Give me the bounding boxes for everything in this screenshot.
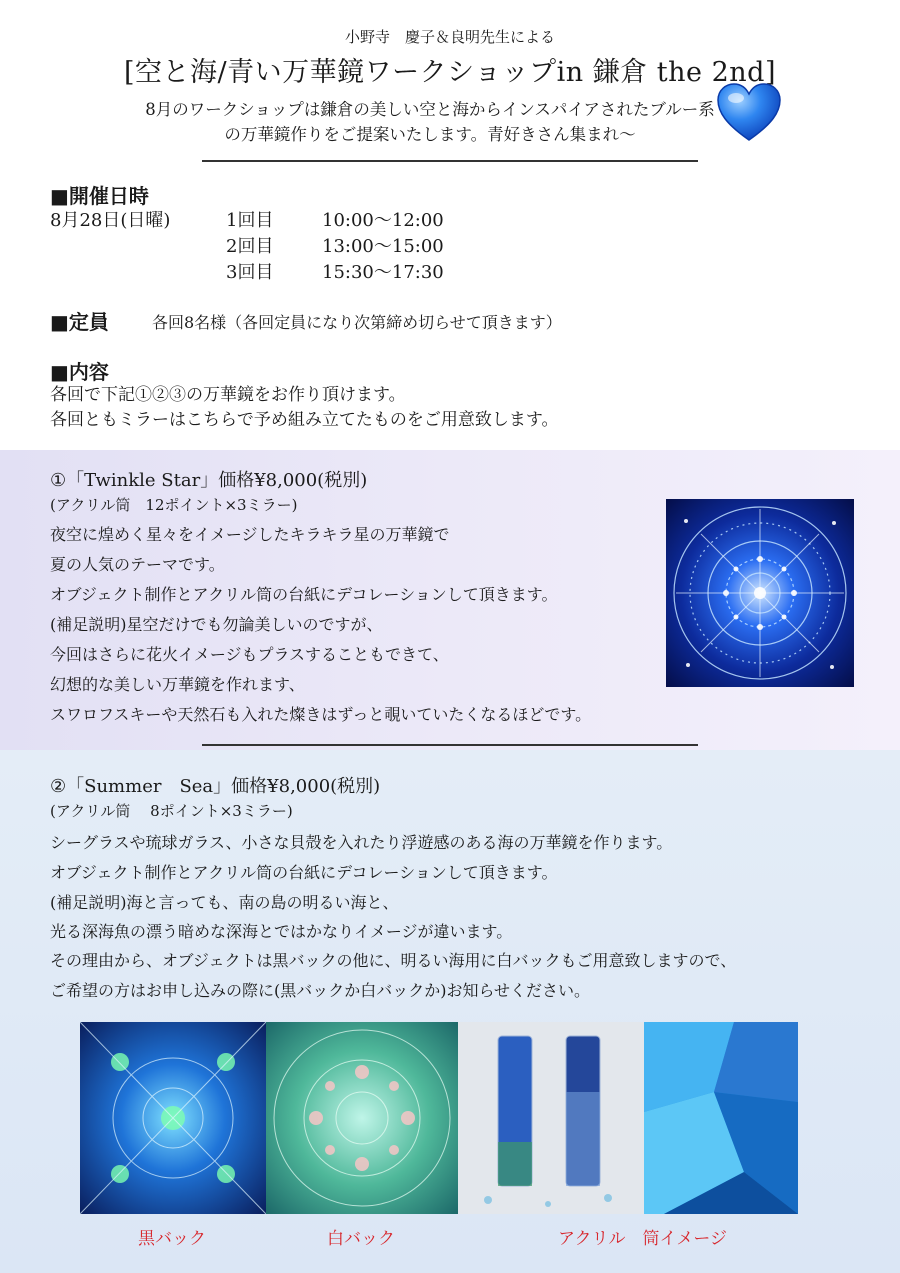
session-2-label: 2回目 bbox=[226, 236, 274, 257]
session-3-label: 3回目 bbox=[226, 262, 274, 283]
heart-icon bbox=[716, 82, 782, 144]
item1-line-6: 幻想的な美しい万華鏡を作れます、 bbox=[50, 675, 305, 694]
intro-text: 8月のワークショップは鎌倉の美しい空と海からインスパイアされたブルー系の万華鏡作りをご提案いたします。青好きさん集まれ〜 bbox=[145, 100, 715, 144]
item2-line-1: シーグラスや琉球ガラス、小さな貝殻を入れたり浮遊感のある海の万華鏡を作ります。 bbox=[50, 833, 673, 852]
item1-title: ①「Twinkle Star」価格¥8,000(税別) bbox=[50, 470, 368, 491]
divider-top bbox=[202, 160, 698, 162]
page-title: [空と海/青い万華鏡ワークショップin 鎌倉 the 2nd] bbox=[124, 57, 776, 88]
item1-line-5: 今回はさらに花火イメージもプラスすることもできて、 bbox=[50, 645, 449, 664]
item2-line-3: (補足説明)海と言っても、南の島の明るい海と、 bbox=[50, 893, 399, 912]
caption-white-back: 白バック bbox=[327, 1229, 395, 1249]
session-1-time: 10:00〜12:00 bbox=[322, 210, 444, 231]
item1-line-3: オブジェクト制作とアクリル筒の台紙にデコレーションして頂きます。 bbox=[50, 585, 558, 604]
item1-line-7: スワロフスキーや天然石も入れた燦きはずっと覗いていたくなるほどです。 bbox=[50, 705, 592, 724]
content-line-2: 各回ともミラーはこちらで予め組み立てたものをご用意致します。 bbox=[50, 410, 559, 430]
item1-spec: (アクリル筒 12ポイント×3ミラー) bbox=[50, 496, 298, 514]
capacity-heading: ■定員 bbox=[50, 310, 109, 334]
capacity-text: 各回8名様（各回定員になり次第締め切らせて頂きます） bbox=[152, 313, 562, 332]
white-back-kaleidoscope-image bbox=[266, 1022, 458, 1214]
session-2-time: 13:00〜15:00 bbox=[322, 236, 444, 257]
session-1-label: 1回目 bbox=[226, 210, 274, 231]
content-line-1: 各回で下記①②③の万華鏡をお作り頂けます。 bbox=[50, 385, 406, 405]
subtitle: 小野寺 慶子＆良明先生による bbox=[344, 28, 555, 46]
item2-title: ②「Summer Sea」価格¥8,000(税別) bbox=[50, 776, 381, 797]
twinkle-star-kaleidoscope-image bbox=[666, 499, 854, 687]
item1-line-2: 夏の人気のテーマです。 bbox=[50, 555, 225, 574]
content-heading: ■内容 bbox=[50, 360, 109, 384]
summer-sea-backing-photo bbox=[644, 1022, 798, 1214]
item2-line-5: その理由から、オブジェクトは黒バックの他に、明るい海用に白バックもご用意致しますので、 bbox=[50, 951, 737, 970]
black-back-kaleidoscope-image bbox=[80, 1022, 266, 1214]
item2-line-2: オブジェクト制作とアクリル筒の台紙にデコレーションして頂きます。 bbox=[50, 863, 558, 882]
item2-line-4: 光る深海魚の漂う暗めな深海とではかなりイメージが違います。 bbox=[50, 922, 513, 941]
acrylic-tube-photo bbox=[458, 1022, 644, 1214]
divider-middle bbox=[202, 744, 698, 746]
schedule-date: 8月28日(日曜) bbox=[50, 210, 171, 231]
item2-spec: (アクリル筒 8ポイント×3ミラー) bbox=[50, 802, 293, 820]
schedule-heading: ■開催日時 bbox=[50, 184, 149, 208]
session-3-time: 15:30〜17:30 bbox=[322, 262, 444, 283]
caption-acrylic-tube: アクリル 筒イメージ bbox=[558, 1229, 727, 1249]
item2-line-6: ご希望の方はお申し込みの際に(黒バックか白バックか)お知らせください。 bbox=[50, 981, 591, 1000]
item1-line-4: (補足説明)星空だけでも勿論美しいのですが、 bbox=[50, 615, 383, 634]
item1-line-1: 夜空に煌めく星々をイメージしたキラキラ星の万華鏡で bbox=[50, 525, 450, 544]
caption-black-back: 黒バック bbox=[138, 1229, 206, 1249]
